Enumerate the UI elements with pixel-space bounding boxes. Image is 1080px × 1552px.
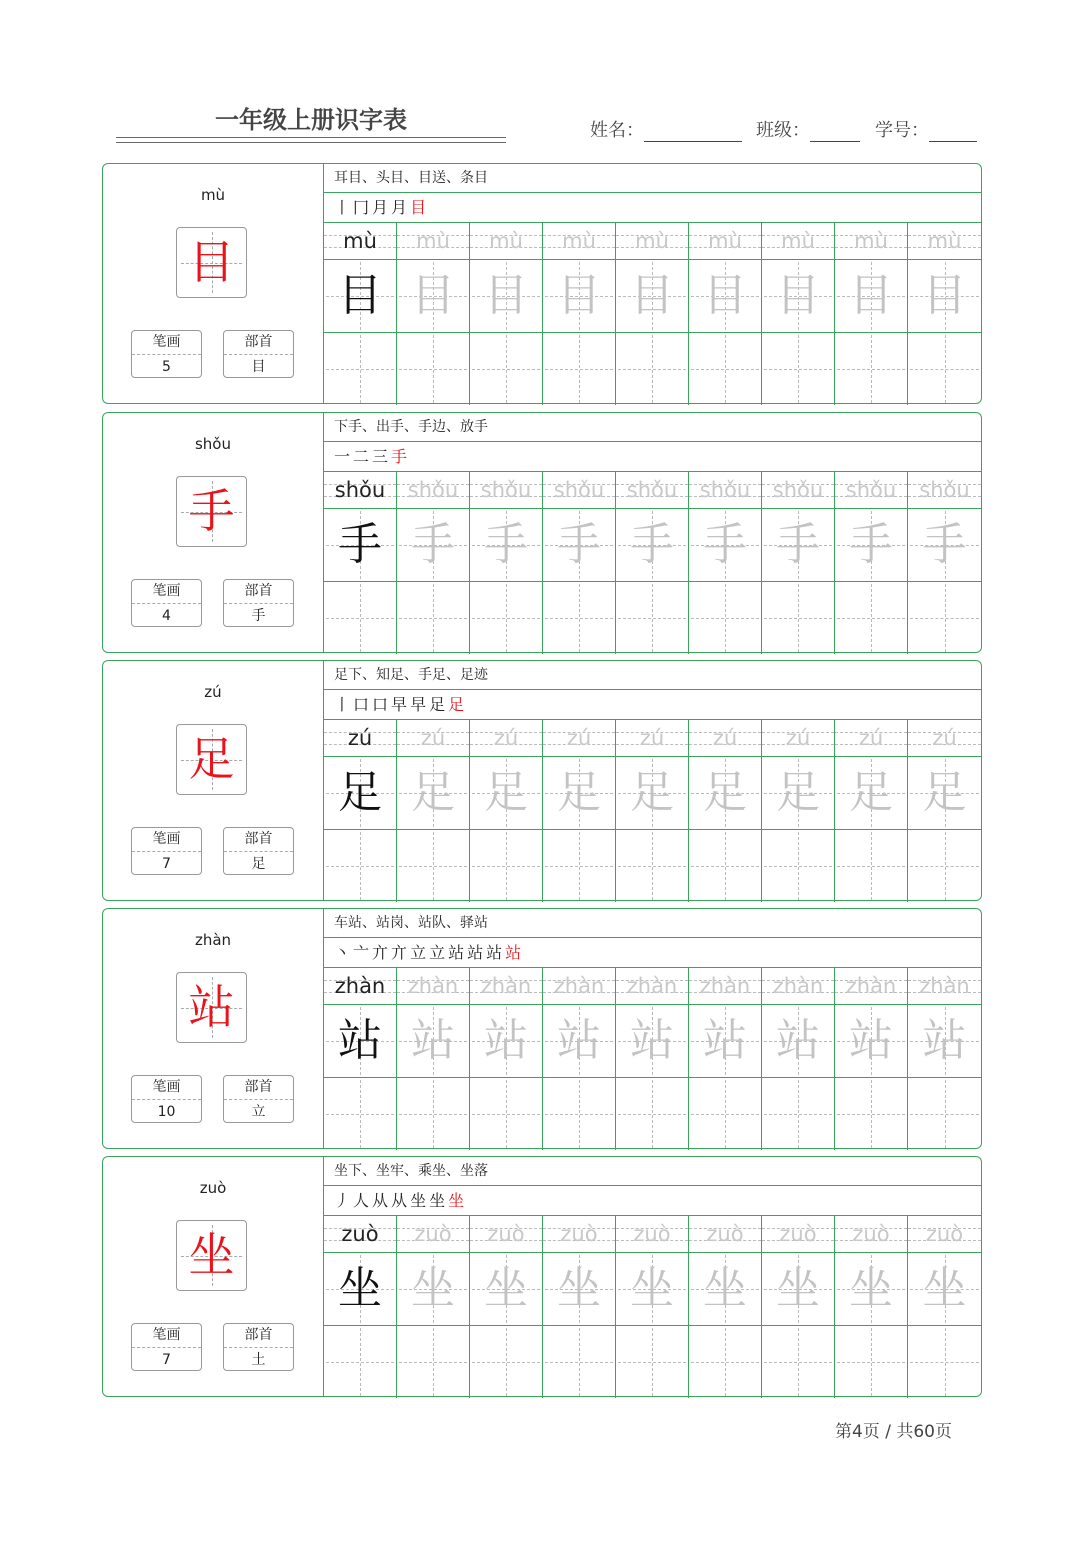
char-trace: 目 [908, 260, 981, 332]
word-examples: 足下、知足、手足、足迹 [324, 661, 981, 690]
stroke-count-label: 笔画 [132, 580, 201, 604]
char-trace: 站 [689, 1005, 762, 1077]
stroke-count-value: 7 [162, 1352, 171, 1368]
stroke-step: 站 [448, 943, 468, 962]
char-display [176, 724, 247, 795]
stroke-count-value: 7 [162, 856, 171, 872]
char-trace: 足 [397, 757, 470, 829]
pinyin-trace: zuò [543, 1216, 616, 1252]
pinyin-model: zhàn [324, 968, 397, 1004]
char-trace: 站 [470, 1005, 543, 1077]
char-trace: 目 [689, 260, 762, 332]
char-trace: 手 [470, 509, 543, 581]
char-trace: 手 [835, 509, 908, 581]
stroke-step: 三 [372, 447, 392, 466]
practice-cell[interactable] [835, 582, 908, 654]
pinyin-trace: shǒu [470, 472, 543, 508]
char-trace: 站 [835, 1005, 908, 1077]
practice-panel [324, 1157, 981, 1396]
practice-cell[interactable] [470, 1078, 543, 1150]
practice-cell[interactable] [397, 1326, 470, 1398]
character-card [102, 412, 982, 653]
radical-box [223, 330, 294, 378]
char-glyph: 目 [188, 235, 235, 289]
pinyin-model: zuò [324, 1216, 397, 1252]
char-display [176, 227, 247, 298]
pinyin-row [324, 968, 981, 1005]
stroke-step: 冂 [353, 198, 373, 217]
practice-cell[interactable] [543, 333, 616, 405]
char-info-panel [103, 1157, 324, 1396]
stroke-order [324, 690, 981, 720]
char-trace: 目 [762, 260, 835, 332]
class-blank[interactable] [810, 121, 860, 142]
practice-cell[interactable] [689, 333, 762, 405]
char-trace: 手 [762, 509, 835, 581]
stroke-step: 手 [391, 447, 411, 466]
pinyin-trace: shǒu [616, 472, 689, 508]
pinyin-model: zú [324, 720, 397, 756]
char-trace: 目 [835, 260, 908, 332]
stroke-step: 亠 [353, 943, 373, 962]
practice-cell[interactable] [543, 1326, 616, 1398]
practice-cell[interactable] [689, 830, 762, 902]
char-glyph: 手 [188, 484, 235, 538]
char-model: 足 [324, 757, 397, 829]
stroke-step: 坐 [429, 1191, 449, 1210]
character-card [102, 163, 982, 404]
practice-cell[interactable] [397, 830, 470, 902]
pinyin-trace: zhàn [397, 968, 470, 1004]
char-trace: 站 [762, 1005, 835, 1077]
stroke-step: 口 [372, 695, 392, 714]
radical-label: 部首 [224, 580, 293, 604]
pinyin-model: mù [324, 223, 397, 259]
pinyin-trace: zú [762, 720, 835, 756]
char-info-panel [103, 164, 324, 403]
char-trace: 手 [397, 509, 470, 581]
char-trace: 手 [689, 509, 762, 581]
radical-box [223, 1075, 294, 1123]
char-display [176, 972, 247, 1043]
pinyin-trace: shǒu [689, 472, 762, 508]
practice-cell[interactable] [324, 1078, 397, 1150]
blank-row [324, 333, 981, 405]
stroke-step: 亣 [372, 943, 392, 962]
pinyin-trace: zuò [689, 1216, 762, 1252]
class-field[interactable] [756, 116, 860, 142]
char-info-panel [103, 661, 324, 900]
stroke-step: 丨 [334, 695, 354, 714]
practice-cell[interactable] [397, 333, 470, 405]
pinyin-trace: zuò [762, 1216, 835, 1252]
pinyin-trace: zhàn [689, 968, 762, 1004]
stroke-step: 丿 [334, 1191, 354, 1210]
practice-cell[interactable] [543, 582, 616, 654]
pinyin-trace: zú [908, 720, 981, 756]
practice-cell[interactable] [908, 830, 981, 902]
pinyin-trace: mù [762, 223, 835, 259]
stroke-step: 目 [410, 198, 430, 217]
char-trace: 站 [908, 1005, 981, 1077]
practice-cell[interactable] [470, 582, 543, 654]
radical-box [223, 579, 294, 627]
character-card [102, 1156, 982, 1397]
pinyin-trace: zuò [397, 1216, 470, 1252]
trace-row [324, 1253, 981, 1326]
stroke-step: 足 [429, 695, 449, 714]
stroke-step: 立 [410, 943, 430, 962]
radical-value: 土 [251, 1352, 266, 1368]
char-model: 目 [324, 260, 397, 332]
trace-row [324, 260, 981, 333]
pinyin-trace: zú [689, 720, 762, 756]
radical-value: 足 [251, 856, 266, 872]
pinyin-trace: zhàn [470, 968, 543, 1004]
radical-label: 部首 [224, 331, 293, 355]
char-model: 手 [324, 509, 397, 581]
stroke-step: 站 [486, 943, 506, 962]
stroke-step: 站 [505, 943, 525, 962]
practice-cell[interactable] [616, 830, 689, 902]
pinyin-label: zú [204, 683, 222, 701]
char-model: 坐 [324, 1253, 397, 1325]
practice-cell[interactable] [762, 333, 835, 405]
practice-cell[interactable] [908, 582, 981, 654]
stroke-count-value: 10 [157, 1104, 176, 1120]
char-trace: 足 [908, 757, 981, 829]
stroke-count-label: 笔画 [132, 1076, 201, 1100]
practice-cell[interactable] [908, 333, 981, 405]
practice-cell[interactable] [616, 333, 689, 405]
practice-cell[interactable] [324, 830, 397, 902]
stroke-count-box [131, 1075, 202, 1123]
pinyin-trace: mù [616, 223, 689, 259]
practice-cell[interactable] [835, 1078, 908, 1150]
stroke-count-box [131, 579, 202, 627]
name-field[interactable] [590, 116, 742, 142]
stroke-order [324, 193, 981, 223]
practice-cell[interactable] [908, 1326, 981, 1398]
radical-box [223, 1323, 294, 1371]
stroke-step: 早 [410, 695, 430, 714]
stroke-order [324, 1186, 981, 1216]
char-glyph: 足 [188, 732, 235, 786]
pinyin-label: zuò [199, 1179, 227, 1197]
stroke-step: 丨 [334, 198, 354, 217]
pinyin-trace: mù [689, 223, 762, 259]
pinyin-trace: zuò [908, 1216, 981, 1252]
practice-panel [324, 413, 981, 652]
practice-cell[interactable] [470, 333, 543, 405]
pinyin-trace: shǒu [543, 472, 616, 508]
char-trace: 手 [543, 509, 616, 581]
stroke-count-label: 笔画 [132, 331, 201, 355]
pinyin-model: shǒu [324, 472, 397, 508]
practice-cell[interactable] [762, 582, 835, 654]
pinyin-trace: mù [543, 223, 616, 259]
page-number: 第4页 / 共60页 [835, 1422, 952, 1442]
radical-value: 手 [251, 608, 266, 624]
practice-cell[interactable] [470, 830, 543, 902]
radical-value: 立 [251, 1104, 266, 1120]
char-display [176, 1220, 247, 1291]
stroke-step: 从 [372, 1191, 392, 1210]
char-trace: 坐 [908, 1253, 981, 1325]
number-label: 学号： [875, 120, 929, 141]
practice-cell[interactable] [762, 830, 835, 902]
char-glyph: 站 [188, 980, 235, 1034]
pinyin-trace: zú [543, 720, 616, 756]
practice-cell[interactable] [762, 1326, 835, 1398]
char-trace: 足 [835, 757, 908, 829]
stroke-count-box [131, 330, 202, 378]
pinyin-row [324, 223, 981, 260]
practice-cell[interactable] [543, 1078, 616, 1150]
stroke-order [324, 938, 981, 968]
char-trace: 目 [616, 260, 689, 332]
stroke-step: 足 [448, 695, 468, 714]
radical-value: 目 [251, 359, 266, 375]
stroke-step: 月 [391, 198, 411, 217]
number-field[interactable] [875, 116, 977, 142]
practice-cell[interactable] [616, 1326, 689, 1398]
char-trace: 足 [470, 757, 543, 829]
practice-cell[interactable] [324, 1326, 397, 1398]
char-trace: 手 [908, 509, 981, 581]
radical-label: 部首 [224, 1076, 293, 1100]
blank-row [324, 830, 981, 902]
pinyin-trace: shǒu [762, 472, 835, 508]
stroke-step: 从 [391, 1191, 411, 1210]
char-trace: 坐 [689, 1253, 762, 1325]
character-card [102, 660, 982, 901]
stroke-count-label: 笔画 [132, 1324, 201, 1348]
blank-row [324, 1078, 981, 1150]
stroke-step: 坐 [448, 1191, 468, 1210]
stroke-step: 站 [467, 943, 487, 962]
practice-panel [324, 164, 981, 403]
char-trace: 目 [470, 260, 543, 332]
pinyin-trace: zú [397, 720, 470, 756]
stroke-step: 坐 [410, 1191, 430, 1210]
blank-row [324, 1326, 981, 1398]
pinyin-row [324, 1216, 981, 1253]
practice-cell[interactable] [324, 333, 397, 405]
name-label: 姓名： [590, 120, 644, 141]
pinyin-trace: zhàn [543, 968, 616, 1004]
pinyin-trace: zú [470, 720, 543, 756]
pinyin-label: shǒu [194, 435, 231, 453]
stroke-step: 早 [391, 695, 411, 714]
char-trace: 足 [762, 757, 835, 829]
word-examples: 车站、站岗、站队、驿站 [324, 909, 981, 938]
practice-cell[interactable] [689, 1078, 762, 1150]
trace-row [324, 1005, 981, 1078]
pinyin-trace: zhàn [835, 968, 908, 1004]
name-blank[interactable] [644, 121, 742, 142]
char-trace: 坐 [762, 1253, 835, 1325]
trace-row [324, 509, 981, 582]
pinyin-trace: zhàn [616, 968, 689, 1004]
pinyin-label: mù [200, 186, 226, 204]
pinyin-trace: zuò [470, 1216, 543, 1252]
char-info-panel [103, 413, 324, 652]
stroke-step: 口 [353, 695, 373, 714]
practice-cell[interactable] [835, 1326, 908, 1398]
stroke-count-label: 笔画 [132, 828, 201, 852]
pinyin-trace: shǒu [908, 472, 981, 508]
practice-panel [324, 661, 981, 900]
stroke-order [324, 442, 981, 472]
practice-cell[interactable] [835, 830, 908, 902]
char-trace: 坐 [616, 1253, 689, 1325]
stroke-count-value: 4 [162, 608, 171, 624]
radical-box [223, 827, 294, 875]
stroke-step: 丶 [334, 943, 354, 962]
char-trace: 足 [543, 757, 616, 829]
practice-cell[interactable] [689, 582, 762, 654]
stroke-step: 人 [353, 1191, 373, 1210]
pinyin-trace: shǒu [835, 472, 908, 508]
stroke-count-box [131, 827, 202, 875]
word-examples: 耳目、头目、目送、条目 [324, 164, 981, 193]
practice-cell[interactable] [616, 582, 689, 654]
char-trace: 坐 [543, 1253, 616, 1325]
char-model: 站 [324, 1005, 397, 1077]
word-examples: 下手、出手、手边、放手 [324, 413, 981, 442]
stroke-step: 立 [429, 943, 449, 962]
char-display [176, 476, 247, 547]
class-label: 班级： [756, 120, 810, 141]
practice-cell[interactable] [762, 1078, 835, 1150]
stroke-step: 二 [353, 447, 373, 466]
pinyin-trace: zuò [835, 1216, 908, 1252]
page-title: 一年级上册识字表 [215, 106, 407, 134]
char-trace: 足 [689, 757, 762, 829]
stroke-count-value: 5 [162, 359, 171, 375]
pinyin-row [324, 472, 981, 509]
practice-cell[interactable] [397, 1078, 470, 1150]
char-trace: 坐 [835, 1253, 908, 1325]
number-blank[interactable] [929, 121, 977, 142]
practice-cell[interactable] [908, 1078, 981, 1150]
stroke-count-box [131, 1323, 202, 1371]
trace-row [324, 757, 981, 830]
practice-panel [324, 909, 981, 1148]
char-trace: 坐 [397, 1253, 470, 1325]
char-trace: 站 [616, 1005, 689, 1077]
practice-cell[interactable] [543, 830, 616, 902]
pinyin-row [324, 720, 981, 757]
stroke-step: 亣 [391, 943, 411, 962]
pinyin-trace: mù [835, 223, 908, 259]
char-info-panel [103, 909, 324, 1148]
char-glyph: 坐 [188, 1228, 235, 1282]
pinyin-trace: zhàn [762, 968, 835, 1004]
practice-cell[interactable] [616, 1078, 689, 1150]
stroke-step: 一 [334, 447, 354, 466]
practice-cell[interactable] [397, 582, 470, 654]
title-underline [116, 137, 506, 143]
char-trace: 坐 [470, 1253, 543, 1325]
practice-cell[interactable] [324, 582, 397, 654]
word-examples: 坐下、坐牢、乘坐、坐落 [324, 1157, 981, 1186]
pinyin-trace: mù [908, 223, 981, 259]
char-trace: 手 [616, 509, 689, 581]
pinyin-trace: zuò [616, 1216, 689, 1252]
practice-cell[interactable] [470, 1326, 543, 1398]
practice-cell[interactable] [689, 1326, 762, 1398]
practice-cell[interactable] [835, 333, 908, 405]
pinyin-trace: shǒu [397, 472, 470, 508]
pinyin-trace: zú [835, 720, 908, 756]
pinyin-trace: mù [470, 223, 543, 259]
radical-label: 部首 [224, 1324, 293, 1348]
character-card [102, 908, 982, 1149]
blank-row [324, 582, 981, 654]
char-trace: 目 [397, 260, 470, 332]
char-trace: 站 [397, 1005, 470, 1077]
pinyin-label: zhàn [194, 931, 232, 949]
pinyin-trace: mù [397, 223, 470, 259]
char-trace: 足 [616, 757, 689, 829]
radical-label: 部首 [224, 828, 293, 852]
pinyin-trace: zú [616, 720, 689, 756]
pinyin-trace: zhàn [908, 968, 981, 1004]
stroke-step: 月 [372, 198, 392, 217]
char-trace: 目 [543, 260, 616, 332]
char-trace: 站 [543, 1005, 616, 1077]
